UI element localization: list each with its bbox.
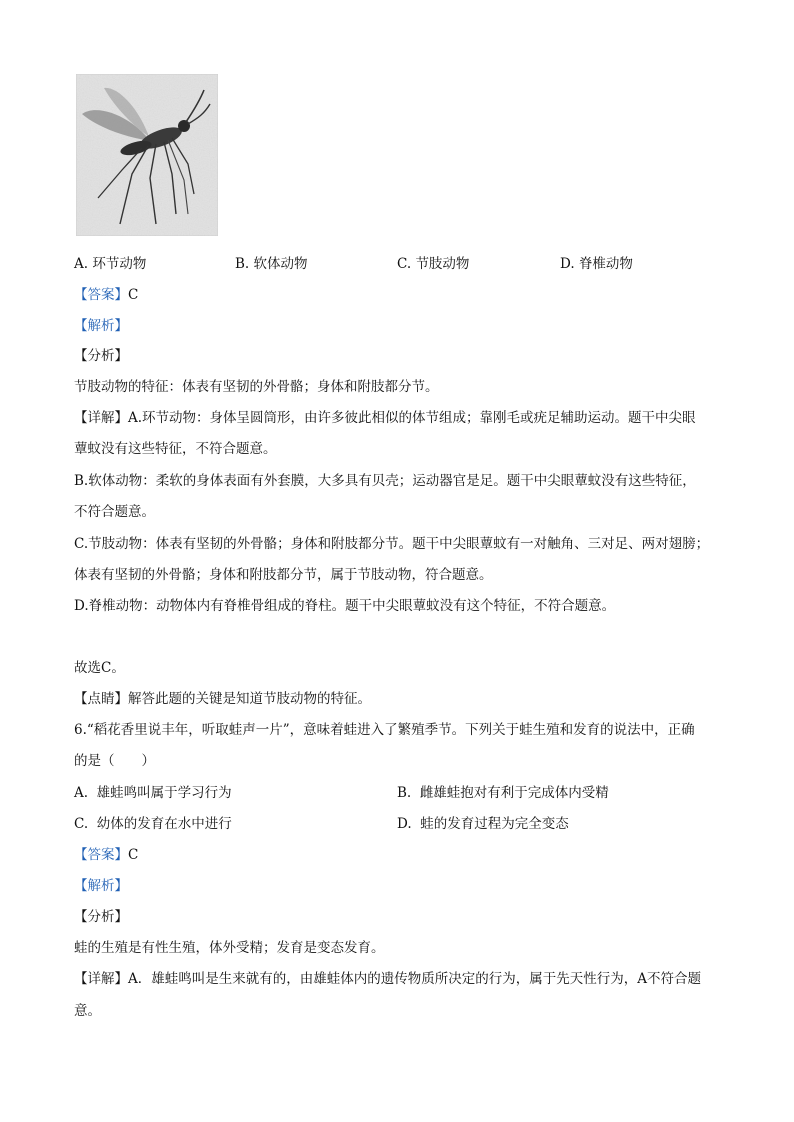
- q5-answer: 【答案】C: [74, 287, 139, 303]
- q6-analysis-tag: 【解析】: [74, 878, 128, 894]
- q6-answer: 【答案】C: [74, 847, 139, 863]
- q6-option-b: B. 雌雄蛙抱对有利于完成体内受精: [397, 785, 609, 801]
- q5-detail-c-1: C.节肢动物：体表有坚韧的外骨骼；身体和附肢都分节。题干中尖眼蕈蚊有一对触角、三对足、两对翅膀；: [74, 536, 710, 552]
- q5-detail-b-1: B.软体动物：柔软的身体表面有外套膜，大多具有贝壳；运动器官是足。题干中尖眼蕈蚊没有这些特征，: [74, 473, 696, 489]
- q6-detail-a-1: 【详解】A．雄蛙鸣叫是生来就有的，由雄蛙体内的遗传物质所决定的行为，属于先天性行为，A不符合题: [74, 971, 701, 987]
- q6-option-c: C. 幼体的发育在水中进行: [74, 816, 232, 832]
- q5-option-c: C. 节肢动物: [397, 256, 470, 272]
- q6-option-d: D. 蛙的发育过程为完全变态: [397, 816, 569, 832]
- q5-detail-b-2: 不符合题意。: [74, 504, 155, 520]
- q6-option-a: A. 雄蛙鸣叫属于学习行为: [74, 785, 232, 801]
- q5-analysis-tag: 【解析】: [74, 318, 128, 334]
- q6-detail-a-2: 意。: [74, 1003, 101, 1019]
- q6-fenxi-tag: 【分析】: [74, 909, 128, 925]
- q6-fenxi-text: 蛙的生殖是有性生殖，体外受精；发育是变态发育。: [74, 940, 385, 956]
- q5-option-a: A. 环节动物: [74, 256, 147, 272]
- q5-option-b: B. 软体动物: [235, 256, 308, 272]
- q5-detail-d: D.脊椎动物：动物体内有脊椎骨组成的脊柱。题干中尖眼蕈蚊没有这个特征，不符合题意。: [74, 598, 616, 614]
- q6-stem-1: 6.“稻花香里说丰年，听取蛙声一片”，意味着蛙进入了繁殖季节。下列关于蛙生殖和发育的说法中，正确: [74, 722, 695, 738]
- q5-choice: 故选C。: [74, 660, 125, 676]
- q5-detail-a-2: 蕈蚊没有这些特征，不符合题意。: [74, 441, 277, 457]
- q5-option-d: D. 脊椎动物: [560, 256, 633, 272]
- q5-comment: 【点睛】解答此题的关键是知道节肢动物的特征。: [74, 691, 371, 707]
- q5-fenxi-text: 节肢动物的特征：体表有坚韧的外骨骼；身体和附肢都分节。: [74, 379, 439, 395]
- insect-fossil-image: [76, 74, 218, 236]
- q5-detail-c-2: 体表有坚韧的外骨骼；身体和附肢都分节，属于节肢动物，符合题意。: [74, 567, 493, 583]
- q5-fenxi-tag: 【分析】: [74, 348, 128, 364]
- q6-stem-2: 的是（ ）: [74, 753, 155, 769]
- q5-detail-a-1: 【详解】A.环节动物：身体呈圆筒形，由许多彼此相似的体节组成；靠刚毛或疣足辅助运动。题干中尖眼: [74, 410, 696, 426]
